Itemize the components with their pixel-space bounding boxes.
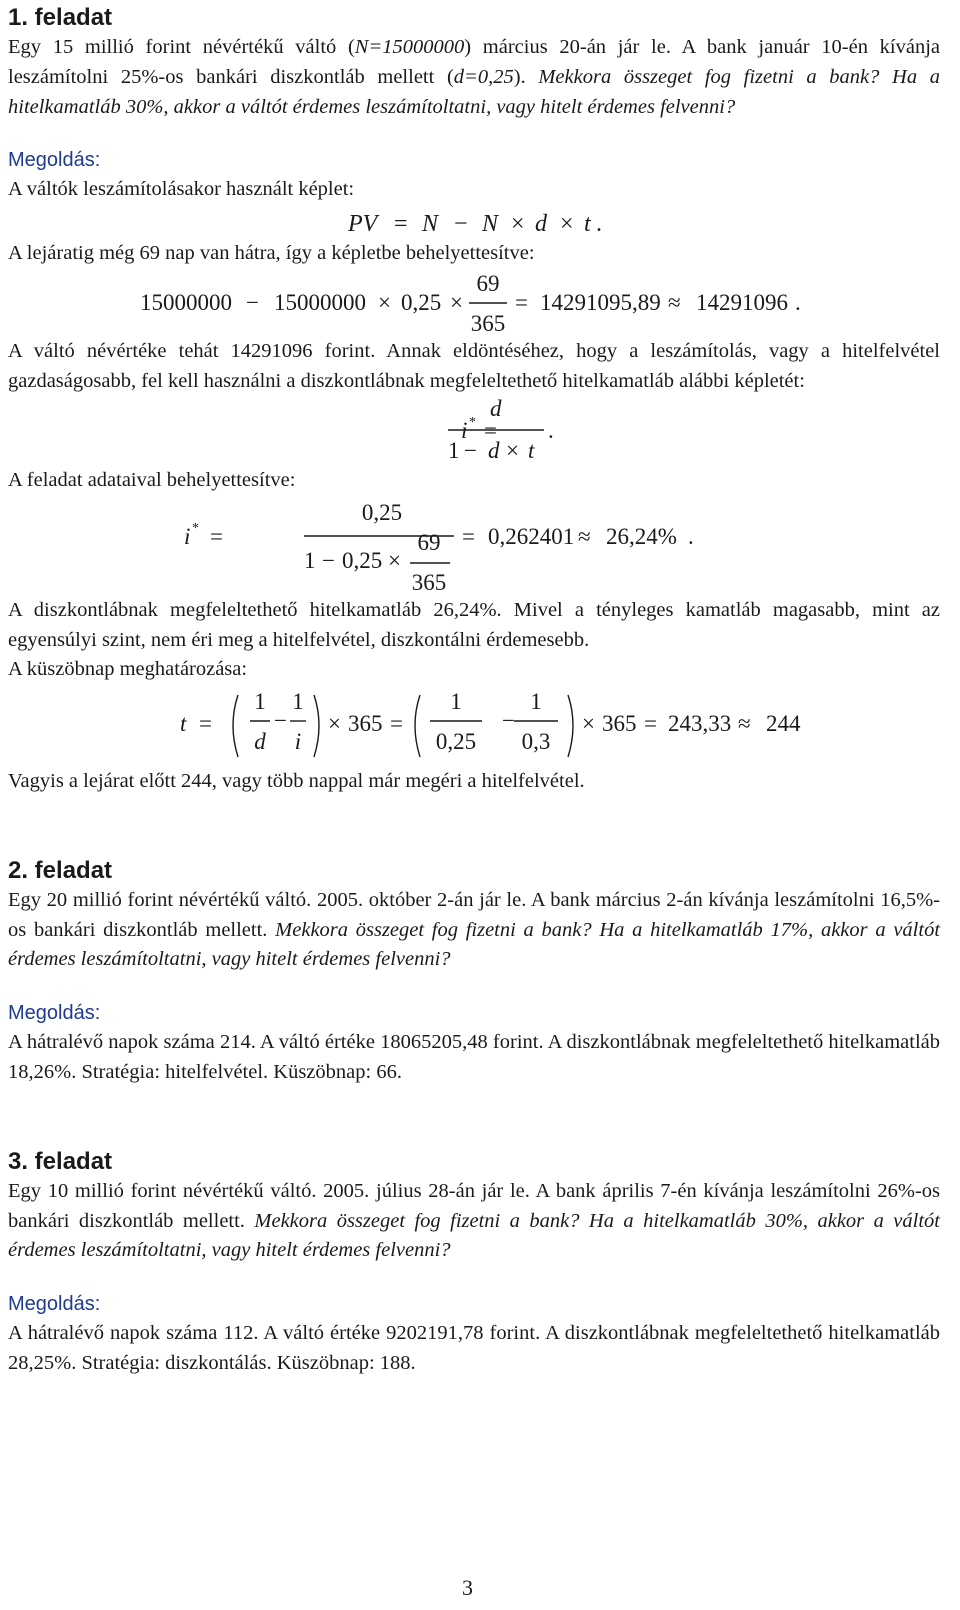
istarn-num: 0,25	[361, 499, 403, 525]
istarn-inner-den: 365	[411, 569, 447, 595]
sub-x1: ×	[378, 289, 391, 315]
pv-x1: ×	[511, 211, 525, 238]
task1-problem-question: Mekkora összeget fog fizetni a bank? Ha a hitelkamatláb 30%, akkor a váltót érdemes leszámítoltatni, vagy hitelt érdemes felvenni?	[8, 65, 940, 118]
task1-rate-conclusion: A diszkontlábnak megfeleltethető hitelkamatláb 26,24%. Mivel a tényleges kamatláb magasabb, mint az egyensúlyi szint, nem éri meg a hitelfelvétel, diszkontálni érdemesebb.	[8, 598, 940, 651]
formula-substitution	[8, 269, 940, 337]
pv-d: d	[535, 211, 547, 238]
thresh-x2: ×	[582, 711, 595, 737]
task3-problem	[8, 1177, 940, 1266]
task1-value-text: A váltó névértéke tehát 14291096 forint. Annak eldöntéséhez, hogy a leszámítolás, vagy a hitelfelvétel gazdaságosabb, fel kell használni a diszkontlábnak megfeleltethető hitelkamatláb alábbi képletét:	[8, 339, 940, 392]
task2-problem	[8, 886, 940, 975]
istar-den-x: ×	[506, 438, 519, 464]
thresh-n4: 1	[530, 689, 542, 715]
task1-problem-part3: ).	[513, 65, 526, 88]
sub-r1: 14291095,89	[540, 289, 661, 315]
pv-t: t	[584, 211, 591, 238]
istarn-eq2: =	[462, 523, 475, 549]
page-number: 3	[462, 1575, 473, 1600]
formula-pv	[8, 205, 940, 239]
pv-n1: N	[422, 211, 439, 238]
thresh-days1: 365	[348, 711, 383, 737]
sub-approx: ≈	[668, 289, 681, 315]
istarn-r1: 0,262401	[488, 523, 575, 549]
thresh-d2: i	[294, 729, 302, 755]
task1-problem-d: d=0,25	[453, 65, 514, 88]
sub-frac-num: 69	[476, 270, 500, 296]
thresh-d3: 0,25	[435, 729, 477, 755]
thresh-paren-r2	[568, 695, 573, 757]
istarn-star: *	[192, 520, 199, 536]
istarn-dot: .	[688, 523, 694, 549]
istarn-approx: ≈	[578, 523, 591, 549]
thresh-minus1: −	[274, 708, 287, 734]
formula-istar-numeric	[8, 496, 940, 596]
istarn-i: i	[184, 523, 191, 549]
task2-solution-text: A hátralévő napok száma 214. A váltó értéke 18065205,48 forint. A diszkontlábnak megfeleltethető hitelkamatláb 18,26%. Stratégia: hitelfelvétel. Küszöbnap: 66.	[8, 1031, 940, 1083]
thresh-r1: 243,33	[668, 711, 732, 737]
istarn-den-c: 0,25	[342, 547, 383, 573]
istar-i: i	[461, 418, 468, 444]
pv-n2: N	[482, 211, 499, 238]
formula-istar	[8, 396, 940, 466]
task1-problem-N: N=15000000	[354, 36, 465, 59]
task3-solution-text: A hátralévő napok száma 112. A váltó értéke 9202191,78 forint. A diszkontlábnak megfeleltethető hitelkamatláb 28,25%. Stratégia: diszkontálás. Küszöbnap: 188.	[8, 1321, 940, 1374]
pv-x2: ×	[560, 211, 574, 238]
thresh-n1: 1	[254, 689, 266, 715]
thresh-eq3: =	[644, 711, 657, 737]
task1-problem	[8, 33, 940, 122]
istarn-den-minus: −	[322, 547, 335, 573]
formula-threshold	[8, 685, 940, 767]
task1-threshold-intro: A küszöbnap meghatározása:	[8, 658, 248, 681]
istarn-eq: =	[210, 523, 223, 549]
thresh-n3: 1	[450, 689, 462, 715]
pv-symbol: PV	[348, 211, 378, 238]
task2-heading: 2. feladat	[8, 856, 113, 884]
task2-problem-text: Egy 20 millió forint névértékű váltó. 2005. október 2-án jár le. A bank március 2-án kívánja leszámítolni 16,5%-os bankári diszkontláb mellett.	[8, 889, 940, 941]
istar-den-d: d	[488, 438, 500, 464]
thresh-paren-l2	[415, 695, 420, 757]
istar-eq: =	[484, 418, 497, 444]
istarn-den-x: ×	[388, 547, 401, 573]
thresh-d1: d	[254, 729, 266, 755]
sub-minus: −	[246, 289, 259, 315]
istarn-den-1: 1	[304, 547, 316, 573]
task1-threshold-conclusion: Vagyis a lejárat előtt 244, vagy több nappal már megéri a hitelfelvétel.	[8, 770, 585, 793]
thresh-eq: =	[199, 711, 212, 737]
task1-problem-part2: ) március 20-án jár le. A bank január 10-én kívánja leszámítolni 25%-os bankári diszkontláb mellett (	[8, 36, 940, 88]
task3-heading: 3. feladat	[8, 1147, 113, 1175]
task1-data-intro: A feladat adataival behelyettesítve:	[8, 469, 296, 492]
istar-den-t: t	[528, 438, 535, 464]
istar-star: *	[469, 415, 476, 431]
task2-solution-label: Megoldás:	[8, 1002, 101, 1025]
sub-dot: .	[795, 289, 801, 315]
task1-heading: 1. feladat	[8, 4, 113, 31]
istarn-r2: 26,24%	[606, 523, 677, 549]
document-page	[8, 0, 940, 1378]
sub-frac-den: 365	[470, 310, 506, 336]
thresh-minus2: −	[502, 708, 515, 734]
task3-problem-question: Mekkora összeget fog fizetni a bank? Ha a hitelkamatláb 30%, akkor a váltót érdemes leszámítoltatni, vagy hitelt érdemes felvenni?	[8, 1209, 940, 1262]
thresh-paren-r1	[314, 695, 319, 757]
thresh-n2: 1	[292, 689, 304, 715]
pv-dot: .	[596, 211, 602, 238]
task1-remaining-intro: A lejáratig még 69 nap van hátra, így a képletbe behelyettesítve:	[8, 242, 535, 265]
thresh-r2: 244	[766, 711, 801, 737]
thresh-paren-l1	[233, 695, 238, 757]
task1-problem-part1: Egy 15 millió forint névértékű váltó (	[8, 36, 355, 59]
pv-minus: −	[454, 211, 468, 238]
task2-problem-question: Mekkora összeget fog fizetni a bank? Ha a hitelkamatláb 17%, akkor a váltót érdemes leszámítoltatni, vagy hitelt érdemes felvenni?	[8, 918, 941, 971]
task1-formula-intro: A váltók leszámítolásakor használt képlet:	[8, 178, 355, 201]
thresh-approx: ≈	[738, 711, 751, 737]
sub-b: 15000000	[274, 289, 366, 315]
sub-x2: ×	[450, 289, 463, 315]
sub-c: 0,25	[401, 289, 442, 315]
task3-problem-text: Egy 10 millió forint névértékű váltó. 2005. július 28-án jár le. A bank április 7-én kívánja leszámítolni 26%-os bankári diszkontláb mellett.	[8, 1179, 940, 1232]
sub-a: 15000000	[140, 289, 232, 315]
thresh-x1: ×	[328, 711, 341, 737]
istar-num: d	[490, 396, 502, 422]
sub-eq: =	[515, 289, 528, 315]
task3-solution-label: Megoldás:	[8, 1292, 101, 1315]
istar-den-1: 1	[448, 438, 460, 464]
thresh-eq2: =	[390, 711, 403, 737]
sub-r2: 14291096	[696, 289, 788, 315]
task1-solution-label: Megoldás:	[8, 149, 101, 172]
thresh-days2: 365	[602, 711, 637, 737]
thresh-d4: 0,3	[521, 729, 551, 755]
istar-dot: .	[548, 418, 554, 444]
thresh-t: t	[180, 711, 187, 737]
istarn-inner-num: 69	[417, 529, 441, 555]
pv-eq: =	[394, 211, 408, 238]
istar-den-minus: −	[464, 438, 477, 464]
